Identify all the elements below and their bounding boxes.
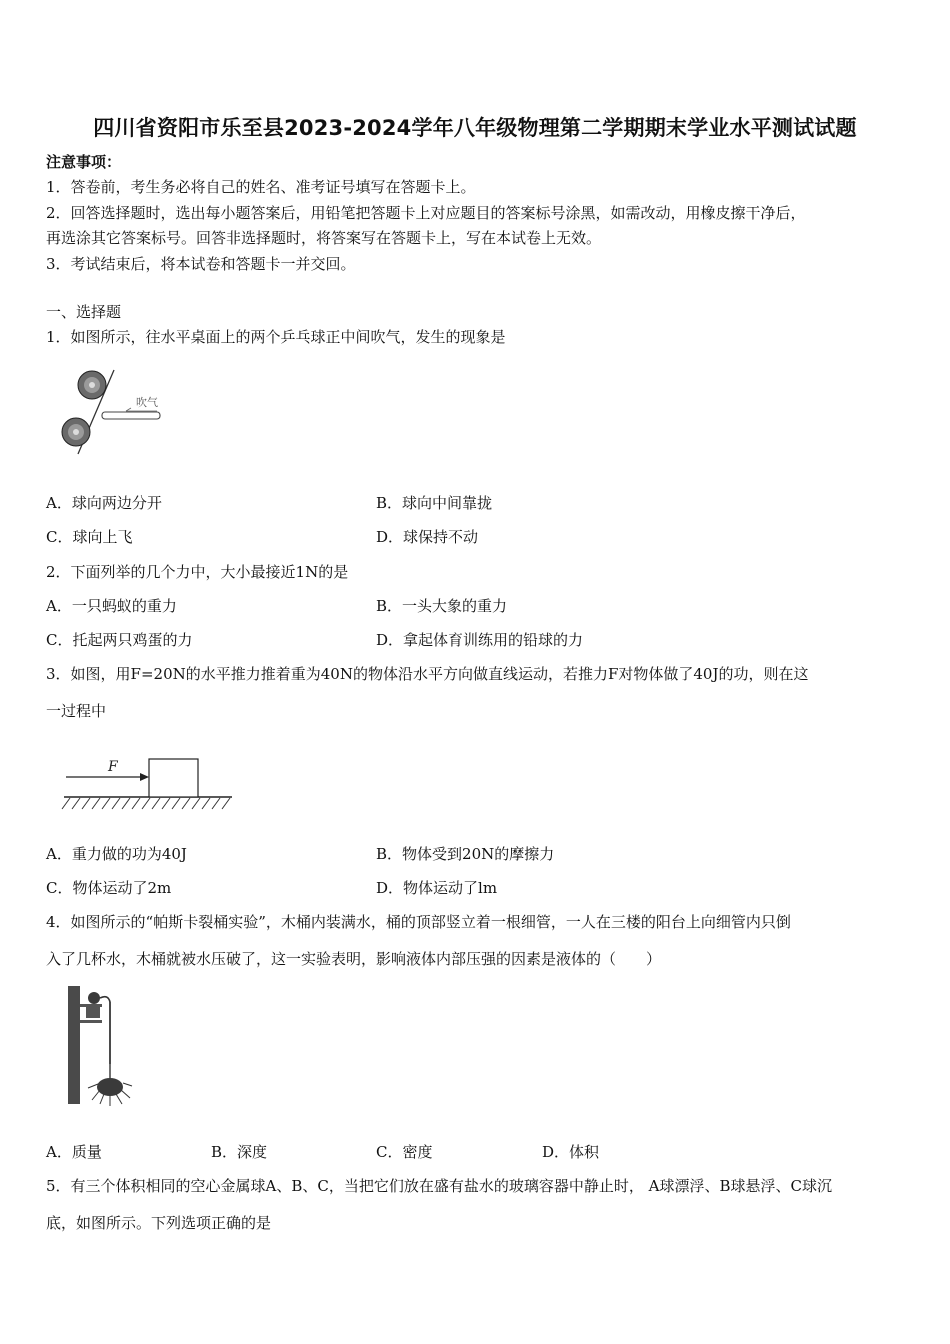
option[interactable]: A．质量 [46, 1143, 102, 1161]
notice-item: 2．回答选择题时，选出每小题答案后，用铅笔把答题卡上对应题目的答案标号涂黑，如需改动，用橡皮擦干净后， [46, 204, 806, 222]
option[interactable]: D．体积 [542, 1143, 600, 1161]
question-5-stem: 5．有三个体积相同的空心金属球A、B、C，当把它们放在盛有盐水的玻璃容器中静止时， A球漂浮、B球悬浮、C球沉 [46, 1177, 832, 1195]
option[interactable]: A．球向两边分开 [46, 494, 162, 512]
option[interactable]: A．重力做的功为40J [46, 845, 187, 863]
force-label: F [108, 759, 118, 775]
question-4-stem: 入了几杯水，木桶就被水压破了，这一实验表明，影响液体内部压强的因素是液体的（ ） [46, 950, 662, 968]
option[interactable]: B．一头大象的重力 [376, 597, 508, 615]
option[interactable]: C．托起两只鸡蛋的力 [46, 631, 193, 649]
push-block-figure [60, 752, 235, 814]
question-3-stem: 3．如图，用F=20N的水平推力推着重为40N的物体沿水平方向做直线运动，若推力F对物体做了40J的功，则在这 [46, 665, 809, 683]
notice-item: 3．考试结束后，将本试卷和答题卡一并交回。 [46, 255, 356, 273]
notice-item: 1．答卷前，考生务必将自己的姓名、准考证号填写在答题卡上。 [46, 178, 476, 196]
question-3-stem: 一过程中 [46, 702, 107, 720]
option[interactable]: D．拿起体育训练用的铅球的力 [376, 631, 584, 649]
option[interactable]: C．物体运动了2m [46, 879, 172, 897]
notice-item: 再选涂其它答案标号。回答非选择题时，将答案写在答题卡上，写在本试卷上无效。 [46, 229, 602, 247]
option[interactable]: D．球保持不动 [376, 528, 479, 546]
page-title: 四川省资阳市乐至县2023-2024学年八年级物理第二学期期末学业水平测试试题 [93, 116, 857, 140]
question-4-stem: 4．如图所示的“帕斯卡裂桶实验”，木桶内装满水，桶的顶部竖立着一根细管，一人在三楼的阳台上向细管内只倒 [46, 913, 791, 931]
option[interactable]: C．密度 [376, 1143, 433, 1161]
option[interactable]: B．球向中间靠拢 [376, 494, 493, 512]
pascal-barrel-figure [66, 984, 138, 1108]
option[interactable]: C．球向上飞 [46, 528, 133, 546]
question-2-stem: 2．下面列举的几个力中，大小最接近1N的是 [46, 563, 349, 581]
option[interactable]: B．物体受到20N的摩擦力 [376, 845, 555, 863]
option[interactable]: B．深度 [211, 1143, 268, 1161]
section-heading: 一、选择题 [46, 303, 122, 321]
question-1-stem: 1．如图所示，往水平桌面上的两个乒乓球正中间吹气，发生的现象是 [46, 328, 506, 346]
notice-heading: 注意事项： [46, 153, 122, 171]
option[interactable]: D．物体运动了lm [376, 879, 498, 897]
option[interactable]: A．一只蚂蚁的重力 [46, 597, 177, 615]
question-5-stem: 底，如图所示。下列选项正确的是 [46, 1214, 272, 1232]
ping-pong-figure [52, 364, 172, 456]
figure-label: 吹气 [136, 396, 158, 409]
